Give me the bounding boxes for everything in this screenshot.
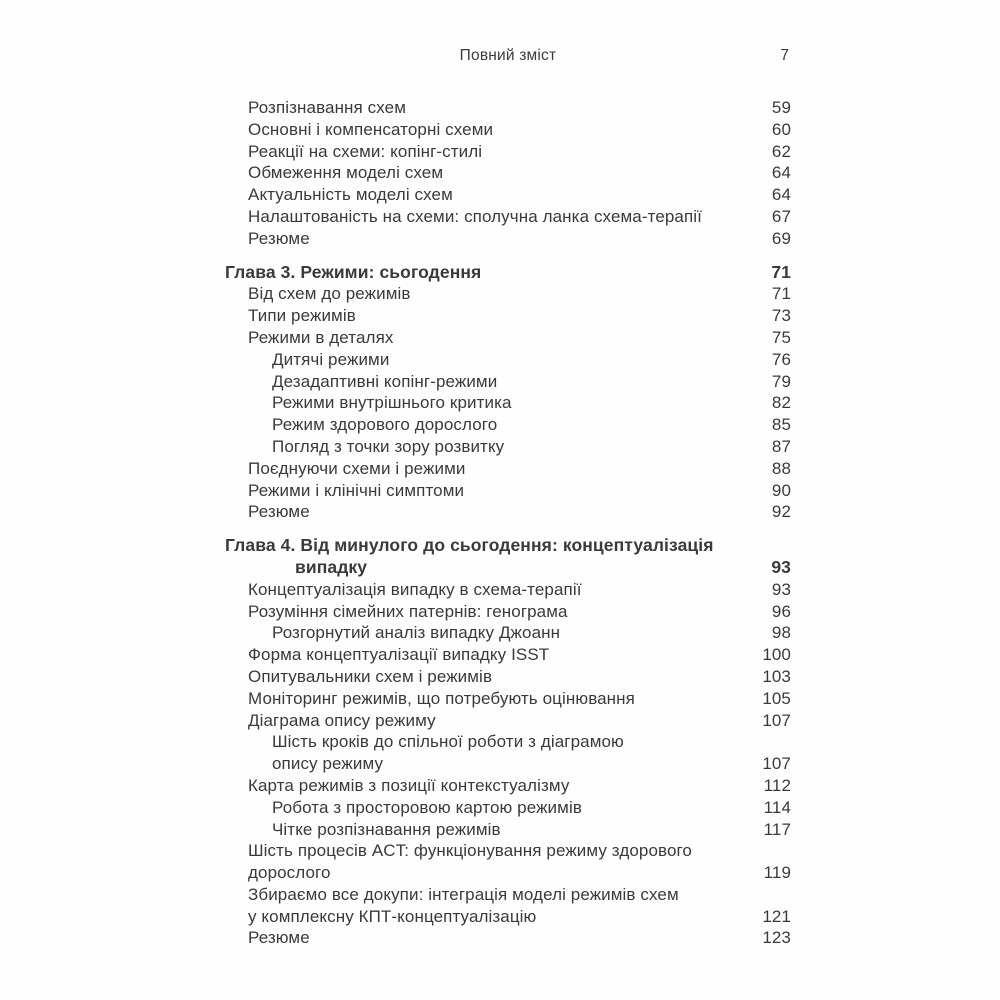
toc-entry-title-line: Карта режимів з позиції контекстуалізму bbox=[248, 775, 570, 795]
toc-entry-title bbox=[225, 392, 751, 414]
toc-entry-title-line: Режим здорового дорослого bbox=[272, 415, 498, 435]
toc-entry-page-number: 85 bbox=[771, 415, 791, 435]
toc-entry-title-line: Погляд з точки зору розвитку bbox=[272, 436, 505, 456]
toc-entry-page-number: 62 bbox=[771, 141, 791, 161]
toc-entry bbox=[225, 601, 791, 623]
toc-entry-title bbox=[225, 731, 751, 775]
toc-entry bbox=[225, 141, 791, 163]
toc-entry-title bbox=[225, 579, 751, 601]
toc-entry-title bbox=[225, 414, 751, 436]
toc-entry-page-number: 107 bbox=[762, 710, 791, 730]
toc-entry-page-number: 87 bbox=[771, 436, 791, 456]
toc-entry bbox=[225, 775, 791, 797]
toc-entry-page-number: 59 bbox=[771, 98, 791, 117]
toc-entry-title bbox=[225, 535, 751, 579]
toc-entry bbox=[225, 228, 791, 250]
toc-entry-title bbox=[225, 371, 751, 393]
toc-entry bbox=[225, 927, 791, 949]
toc-entry bbox=[225, 819, 791, 841]
toc-entry-title bbox=[225, 206, 751, 228]
toc-entry-title bbox=[225, 480, 751, 502]
toc-entry bbox=[225, 731, 791, 775]
toc-entry bbox=[225, 349, 791, 371]
toc-entry-page-number: 60 bbox=[771, 119, 791, 139]
toc-entry-title-line: Шість кроків до спільної роботи з діаграмою bbox=[272, 732, 624, 752]
toc-entry-title-line: Концептуалізація випадку в схема-терапії bbox=[248, 579, 582, 599]
toc-entry-title-line: Режими в деталях bbox=[248, 327, 394, 347]
toc-entry-title-line: Основні і компенсаторні схеми bbox=[248, 119, 494, 139]
toc-entry-title-line: Реакції на схеми: копінг-стилі bbox=[248, 141, 483, 161]
toc-entry-page-number: 96 bbox=[771, 601, 791, 621]
toc-entry bbox=[225, 884, 791, 928]
toc-entry-title bbox=[225, 119, 751, 141]
toc-entry bbox=[225, 688, 791, 710]
toc-entry-page-number: 75 bbox=[771, 327, 791, 347]
toc-entry-page-number: 100 bbox=[762, 645, 791, 665]
toc-entry-title-line: Глава 4. Від минулого до сьогодення: концептуалізація bbox=[225, 535, 714, 556]
toc-entry-title bbox=[225, 141, 751, 163]
toc-entry-title-line: Розуміння сімейних патернів: генограма bbox=[248, 601, 568, 621]
toc-entry-title bbox=[225, 458, 751, 480]
toc-entry-title bbox=[225, 884, 751, 928]
toc-entry bbox=[225, 371, 791, 393]
toc-entry bbox=[225, 206, 791, 228]
toc-entry bbox=[225, 119, 791, 141]
toc-entry-page-number: 82 bbox=[771, 393, 791, 413]
toc-entry-title-line: Дезадаптивні копінг-режими bbox=[272, 371, 498, 391]
toc-entry-title bbox=[225, 775, 751, 797]
toc-entry-title-line: Актуальність моделі схем bbox=[248, 185, 453, 205]
toc-entry-title bbox=[225, 349, 751, 371]
page-title: Повний зміст bbox=[459, 47, 557, 64]
toc-entry-page-number: 117 bbox=[763, 819, 791, 839]
toc-entry-title-line: Робота з просторовою картою режимів bbox=[272, 797, 582, 817]
toc-entry-page-number: 98 bbox=[771, 623, 791, 643]
toc-entry-page-number: 76 bbox=[771, 349, 791, 369]
toc-entry-title-line: Діаграма опису режиму bbox=[248, 710, 436, 730]
toc-entry-page-number: 88 bbox=[771, 458, 791, 478]
toc-entry-page-number: 71 bbox=[771, 284, 791, 304]
running-head bbox=[225, 46, 791, 66]
toc-entry bbox=[225, 644, 791, 666]
toc-entry-title bbox=[225, 688, 751, 710]
page-content bbox=[225, 46, 791, 949]
toc-entry-title bbox=[225, 283, 751, 305]
toc-entry-page-number: 79 bbox=[771, 371, 791, 391]
toc-entry-page-number: 105 bbox=[762, 688, 791, 708]
toc-entry-page-number: 114 bbox=[763, 797, 791, 817]
toc-entry bbox=[225, 305, 791, 327]
toc-entry-page-number: 121 bbox=[762, 906, 791, 926]
toc-entry-title-line: Форма концептуалізації випадку ISST bbox=[248, 645, 550, 665]
toc-entry bbox=[225, 327, 791, 349]
toc-entry bbox=[225, 579, 791, 601]
toc-entry bbox=[225, 622, 791, 644]
toc-entry-title-line: Чітке розпізнавання режимів bbox=[272, 819, 501, 839]
toc-entry-title bbox=[225, 262, 751, 284]
toc-entry-title-line: Обмеження моделі схем bbox=[248, 163, 444, 183]
toc-entry-page-number: 73 bbox=[771, 306, 791, 326]
toc-entry-title bbox=[225, 797, 751, 819]
toc-entry-page-number: 123 bbox=[762, 928, 791, 948]
toc-entry-page-number: 112 bbox=[763, 775, 791, 795]
toc-entry-page-number: 64 bbox=[771, 163, 791, 183]
toc-entry bbox=[225, 480, 791, 502]
toc-entry bbox=[225, 283, 791, 305]
toc-entry bbox=[225, 710, 791, 732]
toc-entry-page-number: 103 bbox=[762, 666, 791, 686]
toc-entry-title-line: Шість процесів ACT: функціонування режиму здорового bbox=[248, 841, 692, 861]
toc-entry-title-line: Від схем до режимів bbox=[248, 284, 411, 304]
toc-entry-title-line: Збираємо все докупи: інтеграція моделі режимів схем bbox=[248, 884, 679, 904]
toc-entry bbox=[225, 162, 791, 184]
toc-entry-page-number: 92 bbox=[771, 502, 791, 522]
toc-entry bbox=[225, 436, 791, 458]
toc-entry-title-line: Налаштованість на схеми: сполучна ланка схема-терапії bbox=[248, 206, 702, 226]
toc-entry bbox=[225, 392, 791, 414]
toc-entry-title-line: Резюме bbox=[248, 928, 310, 948]
toc-entry bbox=[225, 840, 791, 884]
toc-entry-title bbox=[225, 228, 751, 250]
toc-entry-page-number: 71 bbox=[771, 261, 791, 282]
toc-entry bbox=[225, 262, 791, 284]
toc-entry-title bbox=[225, 710, 751, 732]
toc-entry-title-line: Режими внутрішнього критика bbox=[272, 393, 512, 413]
page-number: 7 bbox=[780, 47, 789, 64]
toc-entry-title-line: випадку bbox=[295, 556, 368, 577]
toc-entry-title-line: дорослого bbox=[248, 863, 331, 883]
toc-entry-title bbox=[225, 327, 751, 349]
toc-entry-title-line: Резюме bbox=[248, 228, 310, 248]
toc-entry-title bbox=[225, 927, 751, 949]
toc-entry-title bbox=[225, 436, 751, 458]
toc-entry-title bbox=[225, 305, 751, 327]
toc-entry-title bbox=[225, 622, 751, 644]
toc-entry-title bbox=[225, 644, 751, 666]
toc-entry-title-line: Розпізнавання схем bbox=[248, 98, 407, 117]
toc-entry-page-number: 90 bbox=[771, 480, 791, 500]
toc-entry-page-number: 93 bbox=[771, 579, 791, 599]
toc-entry-title-line: Режими і клінічні симптоми bbox=[248, 480, 465, 500]
toc-entry-title bbox=[225, 162, 751, 184]
toc-entry-title-line: Глава 3. Режими: сьогодення bbox=[225, 261, 482, 282]
toc-entry-page-number: 107 bbox=[762, 754, 791, 774]
toc-entry bbox=[225, 535, 791, 579]
toc-entry-page-number: 119 bbox=[763, 863, 791, 883]
toc-entry bbox=[225, 797, 791, 819]
toc-entry-title bbox=[225, 840, 751, 884]
toc-entry-title-line: опису режиму bbox=[272, 754, 384, 774]
toc-entry-title-line: Типи режимів bbox=[248, 306, 356, 326]
toc-entry-page-number: 93 bbox=[771, 556, 791, 577]
toc-entry-title-line: Поєднуючи схеми і режими bbox=[248, 458, 466, 478]
toc-entry-page-number: 67 bbox=[771, 206, 791, 226]
toc-entry bbox=[225, 414, 791, 436]
toc-entry bbox=[225, 501, 791, 523]
toc-entry-title bbox=[225, 501, 751, 523]
toc-entry-title-line: Дитячі режими bbox=[272, 349, 390, 369]
toc-entry-title bbox=[225, 819, 751, 841]
toc-entry-title-line: Моніторинг режимів, що потребують оцінювання bbox=[248, 688, 635, 708]
toc-entry-title bbox=[225, 97, 751, 119]
toc-entry bbox=[225, 666, 791, 688]
toc-entry-title-line: Опитувальники схем і режимів bbox=[248, 666, 493, 686]
toc-entry-title bbox=[225, 184, 751, 206]
toc-entry bbox=[225, 184, 791, 206]
toc-entry-title-line: Резюме bbox=[248, 502, 310, 522]
toc-entry-page-number: 69 bbox=[771, 228, 791, 248]
toc-entry-title bbox=[225, 666, 751, 688]
toc-entry-title-line: Розгорнутий аналіз випадку Джоанн bbox=[272, 623, 561, 643]
toc-entry-page-number: 64 bbox=[771, 185, 791, 205]
toc-entry bbox=[225, 97, 791, 119]
toc-entry bbox=[225, 458, 791, 480]
toc-entry-title bbox=[225, 601, 751, 623]
table-of-contents bbox=[225, 97, 791, 949]
toc-entry-title-line: у комплексну КПТ-концептуалізацію bbox=[248, 906, 537, 926]
